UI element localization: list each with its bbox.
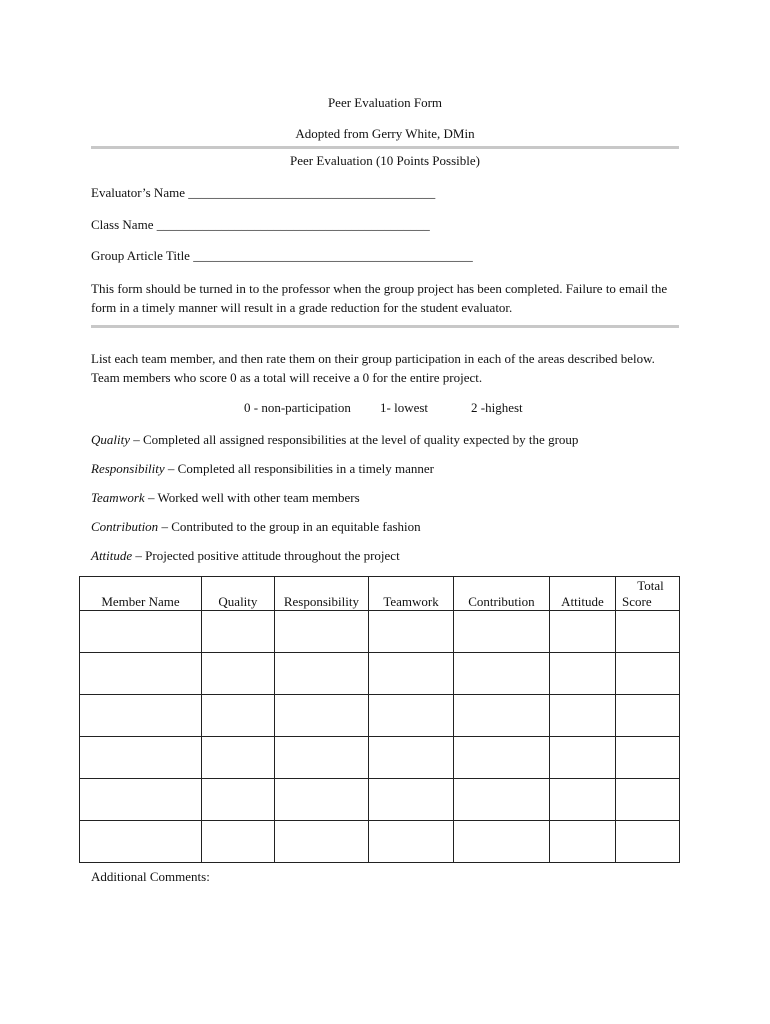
scale-two: 2 -highest (471, 400, 523, 415)
cell-teamwork[interactable] (369, 611, 454, 653)
cell-total-score[interactable] (616, 653, 680, 695)
criterion-desc: – Completed all assigned responsibilities at the level of quality expected by the group (130, 432, 579, 447)
cell-teamwork[interactable] (369, 779, 454, 821)
cell-member-name[interactable] (80, 779, 202, 821)
article-title-field[interactable]: Group Article Title ___________________________________________ (91, 248, 473, 263)
cell-responsibility[interactable] (274, 611, 368, 653)
cell-responsibility[interactable] (274, 737, 368, 779)
criterion-teamwork (91, 490, 360, 506)
criterion-term: Attitude (91, 548, 133, 563)
rating-intro-text: List each team member, and then rate them on their group participation in each of the areas described below. Team members who score 0 as a total will receive a 0 for the entire project. (91, 351, 655, 385)
criterion-responsibility (91, 461, 434, 477)
cell-teamwork[interactable] (369, 737, 454, 779)
header-teamwork: Teamwork (369, 577, 454, 611)
table-row (80, 737, 680, 779)
points-heading: Peer Evaluation (10 Points Possible) (290, 153, 480, 168)
cell-teamwork[interactable] (369, 821, 454, 863)
scale-one: 1- lowest (380, 400, 429, 415)
cell-member-name[interactable] (80, 821, 202, 863)
criterion-desc: – Worked well with other team members (144, 490, 360, 505)
cell-attitude[interactable] (549, 821, 615, 863)
criterion-attitude (91, 548, 400, 564)
table-row (80, 779, 680, 821)
cell-total-score[interactable] (616, 611, 680, 653)
header-quality: Quality (202, 577, 275, 611)
cell-teamwork[interactable] (369, 653, 454, 695)
table-row (80, 611, 680, 653)
cell-quality[interactable] (202, 737, 275, 779)
cell-attitude[interactable] (549, 611, 615, 653)
cell-member-name[interactable] (80, 737, 202, 779)
table-row (80, 821, 680, 863)
criterion-desc: – Projected positive attitude throughout the project (132, 548, 400, 563)
cell-responsibility[interactable] (274, 779, 368, 821)
cell-quality[interactable] (202, 695, 275, 737)
cell-attitude[interactable] (549, 695, 615, 737)
cell-responsibility[interactable] (274, 653, 368, 695)
cell-member-name[interactable] (80, 611, 202, 653)
cell-responsibility[interactable] (274, 821, 368, 863)
additional-comments-label: Additional Comments: (91, 869, 210, 884)
cell-total-score[interactable] (616, 695, 680, 737)
cell-responsibility[interactable] (274, 695, 368, 737)
cell-contribution[interactable] (453, 737, 549, 779)
instructions-text: This form should be turned in to the professor when the group project has been completed. Failure to email the form in a timely manner will result in a grade reduction for the student evaluator. (91, 281, 668, 315)
criterion-quality (91, 432, 578, 448)
header-total-line2: Score (622, 594, 652, 609)
header-total-line1: Total (637, 578, 664, 593)
middle-divider (91, 325, 679, 328)
cell-quality[interactable] (202, 653, 275, 695)
header-contribution: Contribution (453, 577, 549, 611)
cell-quality[interactable] (202, 779, 275, 821)
criterion-term: Teamwork (91, 490, 145, 505)
cell-teamwork[interactable] (369, 695, 454, 737)
cell-total-score[interactable] (616, 779, 680, 821)
class-name-field[interactable]: Class Name __________________________________________ (91, 217, 430, 232)
cell-attitude[interactable] (549, 737, 615, 779)
cell-contribution[interactable] (453, 779, 549, 821)
header-attitude: Attitude (549, 577, 615, 611)
cell-contribution[interactable] (453, 653, 549, 695)
cell-member-name[interactable] (80, 653, 202, 695)
table-row (80, 695, 680, 737)
header-total-score (616, 577, 680, 611)
cell-contribution[interactable] (453, 611, 549, 653)
criterion-desc: – Contributed to the group in an equitable fashion (158, 519, 421, 534)
rating-table (79, 576, 680, 863)
cell-attitude[interactable] (549, 779, 615, 821)
table-header-row (80, 577, 680, 611)
cell-total-score[interactable] (616, 821, 680, 863)
criterion-term: Contribution (91, 519, 159, 534)
form-title: Peer Evaluation Form (327, 95, 443, 110)
criterion-desc: – Completed all responsibilities in a timely manner (164, 461, 435, 476)
adapted-from-line: Adopted from Gerry White, DMin (295, 126, 475, 141)
scale-zero: 0 - non-participation (244, 400, 351, 415)
cell-quality[interactable] (202, 821, 275, 863)
cell-contribution[interactable] (453, 695, 549, 737)
header-member-name: Member Name (80, 577, 202, 611)
table-row (80, 653, 680, 695)
evaluator-name-field[interactable]: Evaluator’s Name ______________________________________ (91, 185, 436, 200)
header-responsibility: Responsibility (274, 577, 368, 611)
criterion-contribution (91, 519, 421, 535)
cell-total-score[interactable] (616, 737, 680, 779)
cell-quality[interactable] (202, 611, 275, 653)
criterion-term: Responsibility (91, 461, 165, 476)
top-divider (91, 146, 679, 149)
cell-attitude[interactable] (549, 653, 615, 695)
criterion-term: Quality (91, 432, 130, 447)
cell-contribution[interactable] (453, 821, 549, 863)
cell-member-name[interactable] (80, 695, 202, 737)
